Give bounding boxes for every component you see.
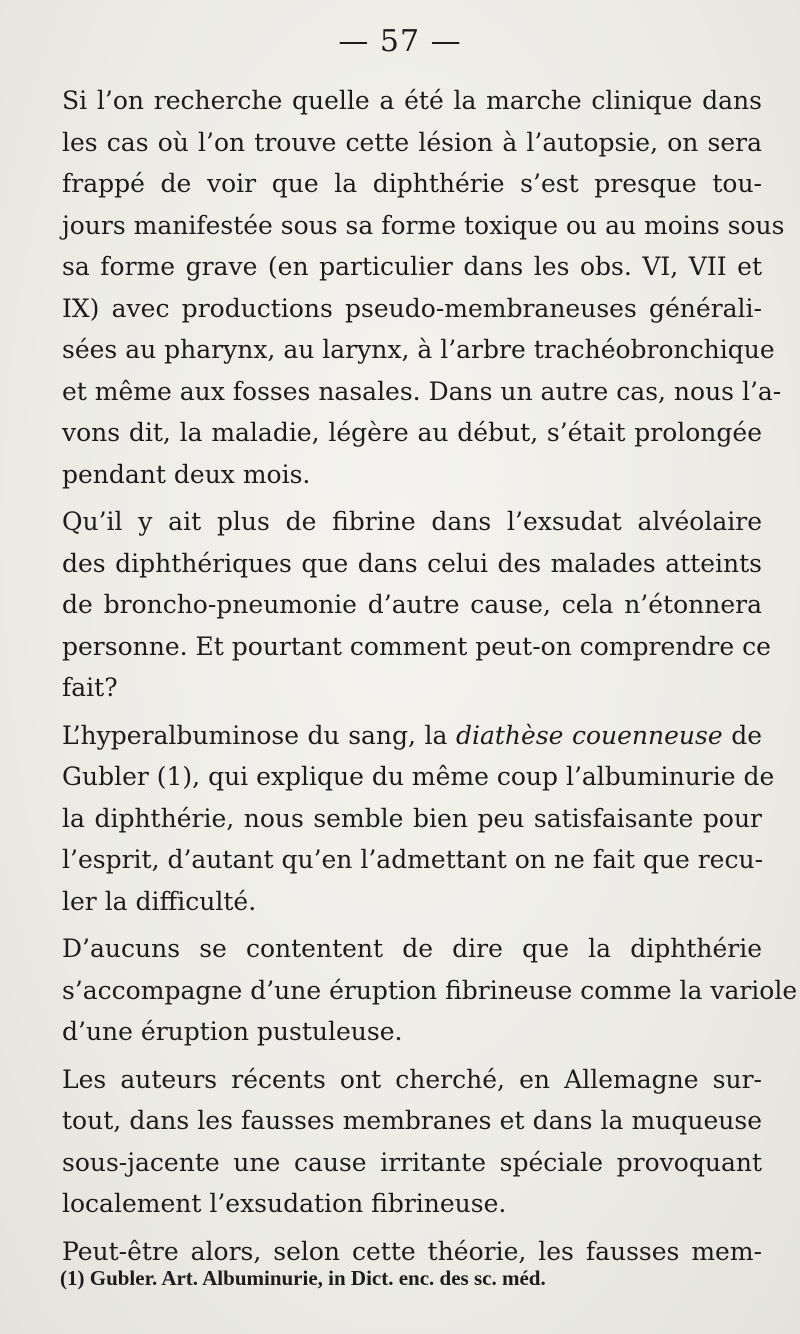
text-line: s’accompagne d’une éruption fibrineuse comme la variole xyxy=(62,975,798,1005)
text-line: Qu’il y ait plus de fibrine dans l’exsudat alvéolaire xyxy=(62,507,762,536)
paragraph-5 xyxy=(38,1059,762,1225)
text-line xyxy=(38,715,762,757)
text-line: Les auteurs récents ont cherché, en Allemagne sur- xyxy=(62,1064,762,1094)
text-line: Gubler (1), qui explique du même coup l’albuminurie de xyxy=(62,762,775,791)
italic-term: diathèse couenneuse xyxy=(455,720,723,750)
text-line: IX) avec productions pseudo-membraneuses générali- xyxy=(62,293,762,323)
text-line: Peut-être alors, selon cette théorie, les fausses mem- xyxy=(62,1236,762,1266)
text-line: jours manifestée sous sa forme toxique ou au moins sous xyxy=(62,210,785,240)
text-line: les cas où l’on trouve cette lésion à l’autopsie, on sera xyxy=(62,127,762,157)
text-line: sous-jacente une cause irritante spéciale provoquant xyxy=(62,1147,762,1177)
text-line: la diphthérie, nous semble bien peu satisfaisante pour xyxy=(62,803,762,833)
text-line: localement l’exsudation fibrineuse. xyxy=(62,1189,507,1218)
text-line: ler la difficulté. xyxy=(62,886,257,916)
text-line: pendant deux mois. xyxy=(62,459,311,489)
paragraph-3 xyxy=(38,715,775,923)
footnote: (1) Gubler. Art. Albuminurie, in Dict. enc. des sc. méd. xyxy=(60,1266,546,1290)
text-line: sa forme grave (en particulier dans les obs. VI, VII et xyxy=(62,252,762,281)
text-segment: de xyxy=(722,720,762,750)
text-line: des diphthériques que dans celui des malades atteints xyxy=(62,548,762,578)
paragraph-2 xyxy=(38,501,771,709)
text-line: tout, dans les fausses membranes et dans la muqueuse xyxy=(62,1106,762,1135)
text-segment: L’hyperalbuminose du sang, la xyxy=(62,720,456,750)
paragraph-4 xyxy=(38,928,798,1053)
paragraph-1 xyxy=(38,80,785,495)
text-line: frappé de voir que la diphthérie s’est presque tou- xyxy=(62,169,762,198)
text-line: et même aux fosses nasales. Dans un autre cas, nous l’a- xyxy=(62,376,782,406)
text-line: sées au pharynx, au larynx, à l’arbre trachéobronchique xyxy=(62,335,775,364)
body-text xyxy=(38,80,798,1272)
page-number: — 57 — xyxy=(338,24,462,59)
text-line: D’aucuns se contentent de dire que la diphthérie xyxy=(62,934,762,963)
text-line: personne. Et pourtant comment peut-on comprendre ce xyxy=(62,631,771,661)
text-line: d’une éruption pustuleuse. xyxy=(62,1017,403,1046)
text-line: vons dit, la maladie, légère au début, s’était prolongée xyxy=(62,418,762,447)
text-line: l’esprit, d’autant qu’en l’admettant on ne fait que recu- xyxy=(62,845,764,874)
text-line: Si l’on recherche quelle a été la marche clinique dans xyxy=(62,86,762,115)
text-line: fait? xyxy=(62,673,118,702)
text-line: de broncho-pneumonie d’autre cause, cela n’étonnera xyxy=(62,590,762,619)
